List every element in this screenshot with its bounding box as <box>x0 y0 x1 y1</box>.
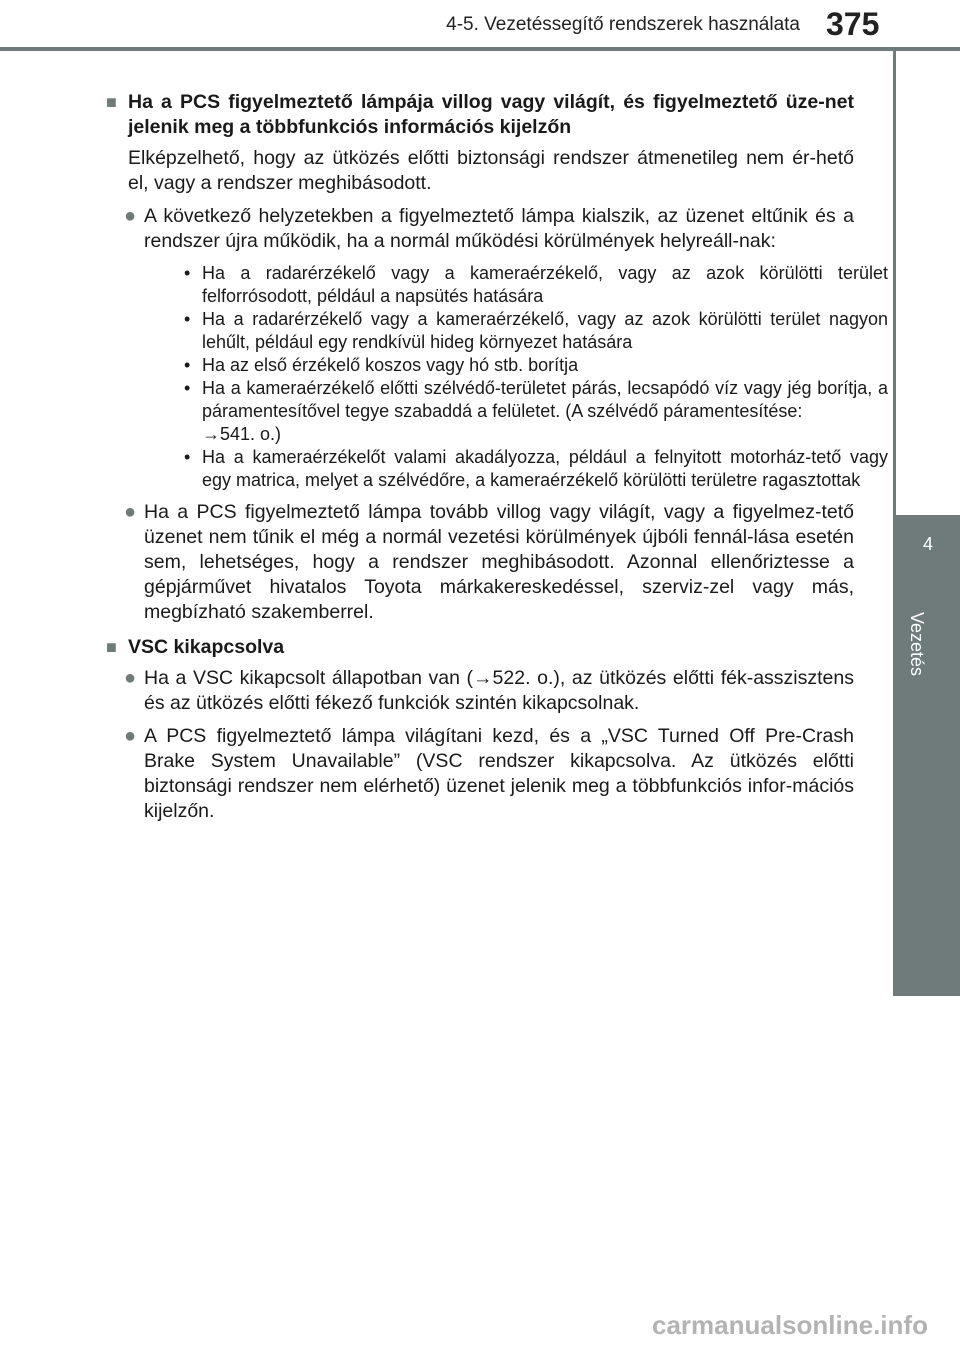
paragraph: Elképzelhető, hogy az ütközés előtti biztonsági rendszer átmenetileg nem ér-hető el, vagy a rendszer meghibásodott. <box>128 147 854 194</box>
header-title: 4-5. Vezetéssegítő rendszerek használata <box>446 14 800 35</box>
sub-bullet-icon: • <box>184 309 191 329</box>
square-bullet-icon: ■ <box>106 637 117 657</box>
sub-list-item <box>182 354 888 377</box>
dot-bullet-icon: ● <box>124 205 137 227</box>
list-item <box>106 204 888 492</box>
square-bullet-icon: ■ <box>106 92 117 112</box>
sub-list-item <box>182 446 888 492</box>
dot-bullet-icon: ● <box>124 501 137 523</box>
sub-bullet-icon: • <box>184 447 191 467</box>
section-heading-text: Ha a PCS figyelmeztető lámpája villog vagy világít, és figyelmeztető üze-net jelenik meg a többfunkciós információs kijelzőn <box>128 91 854 138</box>
sub-list <box>182 262 888 492</box>
sub-list-item-text: Ha a kameraérzékelőt valami akadályozza, például a felnyitott motorház-tető vagy egy matrica, melyet a szélvédőre, a kameraérzékelő körülötti területre ragasztottak <box>202 447 888 490</box>
page-content <box>106 90 888 834</box>
dot-bullet-icon: ● <box>124 667 137 689</box>
dot-bullet-icon: ● <box>124 725 137 747</box>
list-item <box>106 724 854 824</box>
section-heading <box>106 635 854 660</box>
list-item-text: A PCS figyelmeztető lámpa világítani kezd, és a „VSC Turned Off Pre-Crash Brake System Unavailable” (VSC rendszer kikapcsolva. Az ütközés előtti biztonsági rendszer nem elérhető) üzenet jelenik meg a többfunkciós infor-mációs kijelzőn. <box>144 725 854 822</box>
sub-list-item <box>182 262 888 308</box>
sub-list-item-text: Ha a kameraérzékelő előtti szélvédő-területet párás, lecsapódó víz vagy jég borítja, a páramentesítővel tegye szabaddá a felületet. (A szélvédő páramentesítése: <box>202 378 888 421</box>
chapter-tab[interactable] <box>896 515 960 996</box>
watermark: carmanualsonline.info <box>652 1310 928 1340</box>
sub-list-item-text: Ha a radarérzékelő vagy a kameraérzékelő, vagy az azok körülötti terület felforrósodott, például a napsütés hatására <box>202 263 888 306</box>
section-heading <box>106 90 854 140</box>
list-item-text: Ha a VSC kikapcsolt állapotban van (→522. o.), az ütközés előtti fék-asszisztens és az ütközés előtti fékező funkciók szintén kikapcsolnak. <box>144 667 854 714</box>
sub-list-item <box>182 377 888 446</box>
chapter-name: Vezetés <box>907 612 927 677</box>
sub-bullet-icon: • <box>184 378 191 398</box>
sub-list-item <box>182 308 888 354</box>
page-number: 375 <box>826 6 880 42</box>
list-item-text: A következő helyzetekben a figyelmeztető lámpa kialszik, az üzenet eltűnik és a rendszer újra működik, ha a normál működési körülmények helyreáll-nak: <box>144 205 854 252</box>
sub-bullet-icon: • <box>184 355 191 375</box>
page-reference[interactable]: →541. o.) <box>202 424 282 444</box>
section-pcs-warning <box>106 90 888 625</box>
list-item-text: Ha a PCS figyelmeztető lámpa tovább villog vagy világít, vagy a figyelmez-tető üzenet nem tűnik el még a normál vezetési körülmények újbóli fennál-lása esetén sem, lehetséges, hogy a rendszer meghibásodott. Azonnal ellenőriztesse a gépjárművet hivatalos Toyota márkakereskedéssel, szerviz-zel vagy más, megbízható szakemberrel. <box>144 501 854 623</box>
sub-list-item-text: Ha a radarérzékelő vagy a kameraérzékelő, vagy az azok körülötti terület nagyon lehűlt, például egy rendkívül hideg környezet hatására <box>202 309 888 352</box>
sub-bullet-icon: • <box>184 263 191 283</box>
chapter-number: 4 <box>922 534 933 554</box>
header-divider <box>0 47 960 51</box>
section-heading-text: VSC kikapcsolva <box>128 636 285 658</box>
sub-list-item-text: Ha az első érzékelő koszos vagy hó stb. borítja <box>202 355 579 375</box>
section-vsc-off <box>106 635 854 824</box>
list-item <box>106 666 854 716</box>
list-item <box>106 500 854 625</box>
